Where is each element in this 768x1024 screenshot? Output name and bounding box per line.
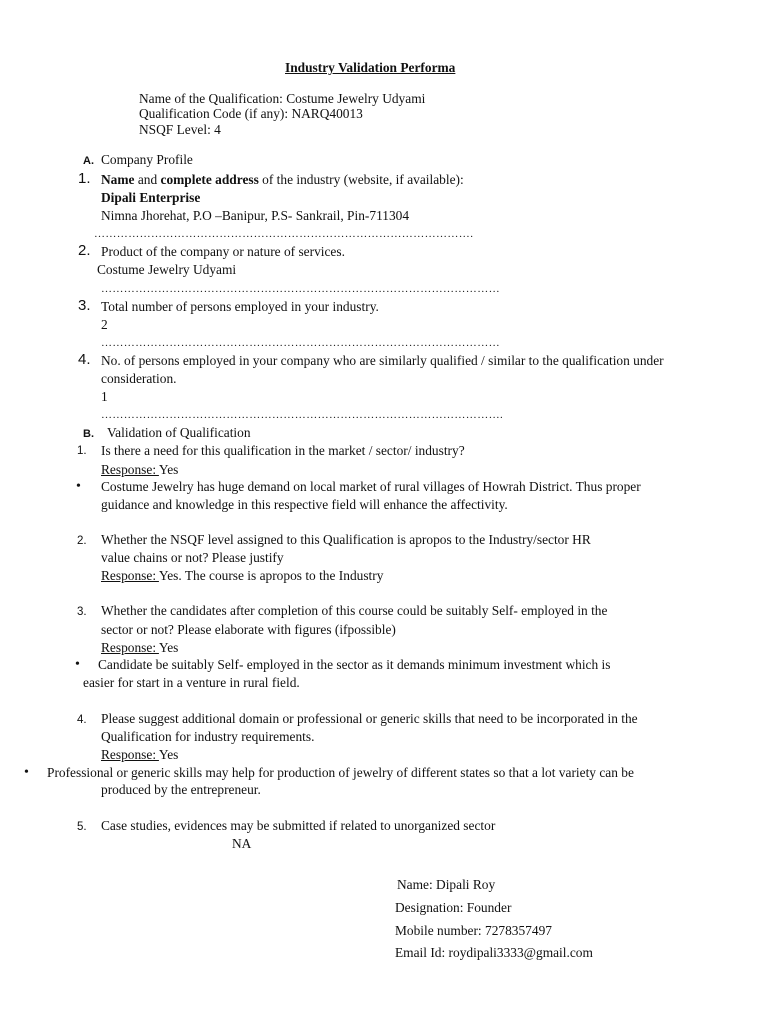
a4-question-line2: consideration.	[101, 371, 177, 386]
b3-bullet-line2: easier for start in a venture in rural field.	[83, 675, 300, 690]
a3-dotted-line: ……………………………………………………………………………………………	[101, 337, 500, 349]
section-a-heading: Company Profile	[101, 152, 193, 167]
b4-bullet-icon: •	[24, 765, 29, 780]
b1-bullet-icon: •	[76, 479, 81, 494]
a4-answer: 1	[101, 389, 108, 404]
a2-number: 2.	[78, 242, 91, 259]
b1-question: Is there a need for this qualification in the market / sector/ industry?	[101, 443, 465, 458]
b3-bullet-icon: •	[75, 657, 80, 672]
qualification-name: Name of the Qualification: Costume Jewelry Udyami	[139, 91, 426, 106]
b2-number: 2.	[77, 535, 87, 547]
b1-bullet-line1: Costume Jewelry has huge demand on local market of rural villages of Howrah District. Thus proper	[101, 479, 641, 494]
b4-question-line2: Qualification for industry requirements.	[101, 729, 315, 744]
signatory-email: Email Id: roydipali3333@gmail.com	[395, 945, 593, 960]
b4-number: 4.	[77, 714, 87, 726]
signatory-designation: Designation: Founder	[395, 900, 512, 915]
a4-question-line1: No. of persons employed in your company who are similarly qualified / similar to the qualification under	[101, 353, 664, 368]
b1-response-value: Yes	[158, 462, 179, 477]
b5-number: 5.	[77, 821, 87, 833]
b4-response-label: Response:	[101, 747, 159, 762]
a1-company-name: Dipali Enterprise	[101, 190, 201, 205]
b4-bullet-line2: produced by the entrepreneur.	[101, 782, 261, 797]
section-b-letter: B.	[83, 428, 94, 440]
a1-number: 1.	[78, 170, 91, 187]
a2-question: Product of the company or nature of services.	[101, 244, 345, 259]
b3-question-line2: sector or not? Please elaborate with figures (ifpossible)	[101, 622, 396, 637]
a3-number: 3.	[78, 297, 91, 314]
a3-question: Total number of persons employed in your industry.	[101, 299, 379, 314]
a1-address: Nimna Jhorehat, P.O –Banipur, P.S- Sankrail, Pin-711304	[101, 208, 410, 223]
b3-response-value: Yes	[158, 640, 179, 655]
b2-question-line1: Whether the NSQF level assigned to this Qualification is apropos to the Industry/sector HR	[101, 532, 591, 547]
a3-answer: 2	[101, 317, 108, 332]
b2-response-value: Yes. The course is apropos to the Industry	[158, 568, 384, 583]
b3-question-line1: Whether the candidates after completion of this course could be suitably Self- employed in the	[101, 603, 608, 618]
a1-q-bold-address: complete address	[160, 172, 259, 187]
b5-question: Case studies, evidences may be submitted if related to unorganized sector	[101, 818, 496, 833]
b3-response-label: Response:	[101, 640, 159, 655]
b4-question-line1: Please suggest additional domain or professional or generic skills that need to be incorporated in the	[101, 711, 638, 726]
section-a-letter: A.	[83, 155, 94, 167]
signatory-mobile: Mobile number: 7278357497	[395, 923, 552, 938]
a2-dotted-line: ……………………………………………………………………………………………	[101, 283, 500, 295]
b2-question-line2: value chains or not? Please justify	[101, 550, 284, 565]
a1-q-bold-name: Name	[101, 172, 135, 187]
a1-question	[101, 171, 464, 188]
b1-number: 1.	[77, 445, 87, 457]
b3-response	[101, 639, 178, 656]
b5-answer: NA	[232, 836, 252, 851]
b3-number: 3.	[77, 606, 87, 618]
b1-bullet-line2: guidance and knowledge in this respective field will enhance the affectivity.	[101, 497, 508, 512]
nsqf-level: NSQF Level: 4	[139, 122, 221, 137]
b4-response-value: Yes	[158, 747, 179, 762]
signatory-name: Name: Dipali Roy	[397, 877, 496, 892]
a1-q-and: and	[134, 172, 161, 187]
b1-response	[101, 461, 178, 478]
a2-answer: Costume Jewelry Udyami	[97, 262, 237, 277]
document-title: Industry Validation Performa	[285, 60, 456, 75]
section-b-heading: Validation of Qualification	[107, 425, 251, 440]
b2-response	[101, 567, 383, 584]
b2-response-label: Response:	[101, 568, 159, 583]
a4-number: 4.	[78, 351, 91, 368]
a4-dotted-line: …………………………………………………………………………………………….	[101, 409, 504, 421]
a1-q-rest: of the industry (website, if available):	[258, 172, 464, 187]
qualification-code: Qualification Code (if any): NARQ40013	[139, 106, 363, 121]
b4-response	[101, 746, 178, 763]
a1-dotted-line: ……………………………………………………………………………………….	[94, 228, 474, 240]
b4-bullet-line1: Professional or generic skills may help for production of jewelry of different states so that a lot variety can be	[47, 765, 634, 780]
b3-bullet-line1: Candidate be suitably Self- employed in the sector as it demands minimum investment which is	[98, 657, 611, 672]
b1-response-label: Response:	[101, 462, 159, 477]
